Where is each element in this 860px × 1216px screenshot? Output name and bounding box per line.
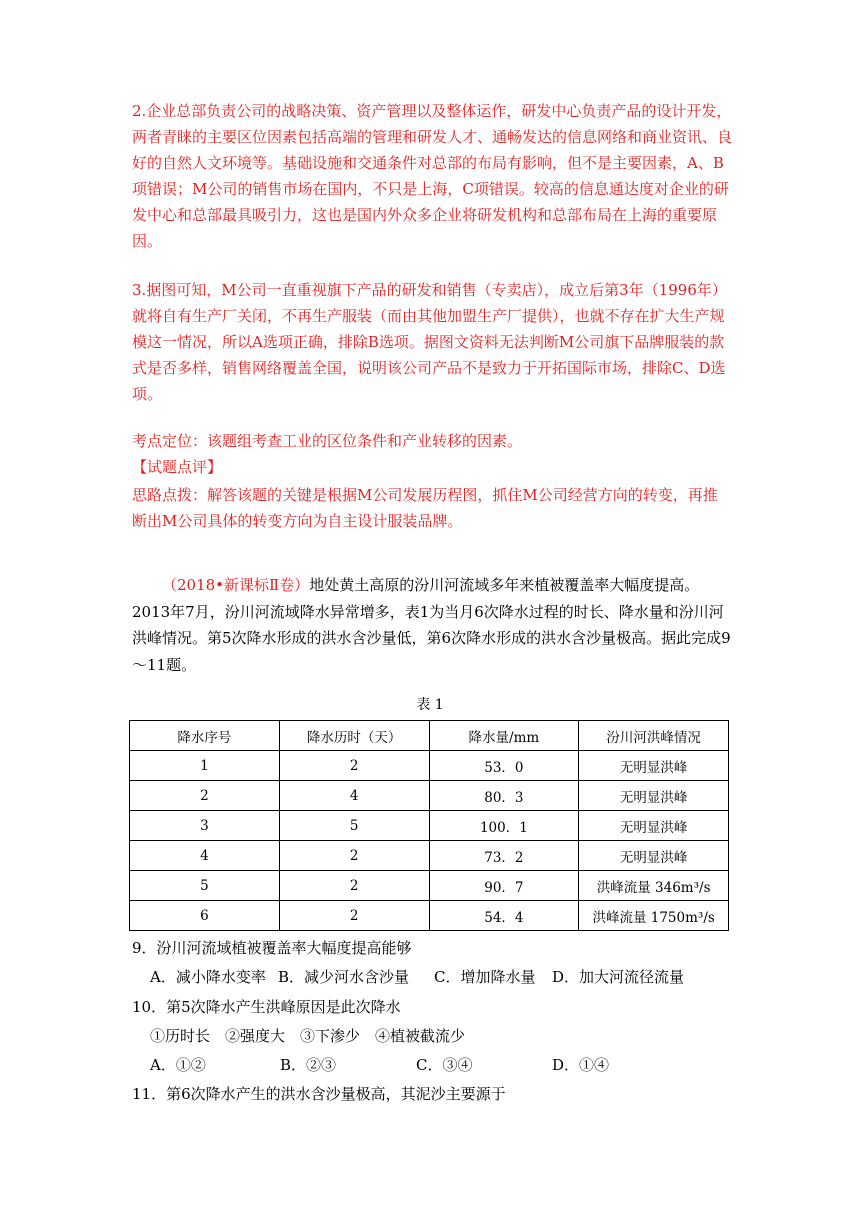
header-cell: 降水历时（天）	[279, 721, 429, 751]
question-11-stem: 11．第6次降水产生的洪水含沙量极高，其泥沙主要源于	[132, 1085, 506, 1103]
table-row	[130, 841, 729, 871]
question-intro	[132, 572, 732, 678]
option-c: C．增加降水量	[434, 968, 536, 986]
table-cell: 54．4	[429, 901, 579, 931]
header-cell: 降水量/mm	[429, 721, 579, 751]
table-cell: 80．3	[429, 781, 579, 811]
table-cell: 洪峰流量 1750m³/s	[579, 901, 729, 931]
option-c: C．③④	[416, 1056, 473, 1074]
silu-paragraph: 思路点拨：解答该题的关键是根据M公司发展历程图，抓住M公司经营方向的转变，再推断出M公司具体的转变方向为自主设计服装品牌。	[132, 486, 718, 530]
option-b: B．②③	[280, 1056, 337, 1074]
rainfall-table	[129, 720, 729, 931]
table-caption: 表 1	[416, 697, 444, 713]
option-a: A．①②	[150, 1056, 206, 1074]
analysis-paragraph-3: 3.据图可知，M公司一直重视旗下产品的研发和销售（专卖店），成立后第3年（1996年）就将自有生产厂关闭，不再生产服装（而由其他加盟生产厂提供），也就不存在扩大生产规模这一情况，所以A选项正确，排除B选项。据图文资料无法判断M公司旗下品牌服装的款式是否多样，销售网络覆盖全国，说明该公司产品不是致力于开拓国际市场，排除C、D选项。	[132, 281, 727, 403]
table-cell: 3	[130, 811, 280, 841]
table-cell: 4	[279, 781, 429, 811]
question-source: （2018•新课标Ⅱ卷）	[162, 576, 310, 594]
question-intro-text: 地处黄土高原的汾川河流域多年来植被覆盖率大幅度提高。2013年7月，汾川河流域降水异常增多，表1为当月6次降水过程的时长、降水量和汾川河洪峰情况。第5次降水形成的洪水含沙量低，第6次降水形成的洪水含沙量极高。据此完成9～11题。	[132, 576, 731, 674]
question-9-options	[150, 966, 750, 990]
option-a: A．减小降水变率	[150, 968, 266, 986]
table-cell: 90．7	[429, 871, 579, 901]
header-cell: 降水序号	[130, 721, 280, 751]
table-cell: 1	[130, 751, 280, 781]
question-9-stem: 9．汾川河流域植被覆盖率大幅度提高能够	[132, 939, 412, 957]
table-row	[130, 781, 729, 811]
analysis-paragraph-2: 2.企业总部负责公司的战略决策、资产管理以及整体运作，研发中心负责产品的设计开发，两者青睐的主要区位因素包括高端的管理和研发人才、通畅发达的信息网络和商业资讯、良好的自然人文环境等。基础设施和交通条件对总部的布局有影响，但不是主要因素，A、B项错误；M公司的销售市场在国内，不只是上海，C项错误。较高的信息通达度对企业的研发中心和总部最具吸引力，这也是国内外众多企业将研发机构和总部布局在上海的重要原因。	[132, 102, 733, 250]
question-10-stem: 10．第5次降水产生洪峰原因是此次降水	[132, 998, 401, 1016]
table-cell: 2	[279, 751, 429, 781]
pingshu-heading: 【试题点评】	[132, 458, 223, 476]
table-cell: 6	[130, 901, 280, 931]
table-cell: 无明显洪峰	[579, 811, 729, 841]
option-d: D．①④	[552, 1056, 610, 1074]
question-10-items: ①历时长 ②强度大 ③下渗少 ④植被截流少	[150, 1027, 466, 1045]
option-d: D．加大河流径流量	[552, 968, 685, 986]
table-row	[130, 811, 729, 841]
table-cell: 洪峰流量 346m³/s	[579, 871, 729, 901]
table-cell: 2	[279, 841, 429, 871]
table-cell: 4	[130, 841, 280, 871]
table-cell: 无明显洪峰	[579, 781, 729, 811]
table-header-row	[130, 721, 729, 751]
table-cell: 2	[279, 901, 429, 931]
table-cell: 2	[130, 781, 280, 811]
table-cell: 无明显洪峰	[579, 751, 729, 781]
kaodian-line: 考点定位：该题组考查工业的区位条件和产业转移的因素。	[132, 432, 523, 450]
table-row	[130, 901, 729, 931]
table-cell: 2	[279, 871, 429, 901]
table-cell: 5	[279, 811, 429, 841]
table-cell: 100．1	[429, 811, 579, 841]
question-10-options	[150, 1054, 750, 1078]
table-row	[130, 751, 729, 781]
header-cell: 汾川河洪峰情况	[579, 721, 729, 751]
option-b: B．减少河水含沙量	[278, 968, 410, 986]
table-cell: 53．0	[429, 751, 579, 781]
table-cell: 无明显洪峰	[579, 841, 729, 871]
table-cell: 73．2	[429, 841, 579, 871]
table-row	[130, 871, 729, 901]
table-cell: 5	[130, 871, 280, 901]
